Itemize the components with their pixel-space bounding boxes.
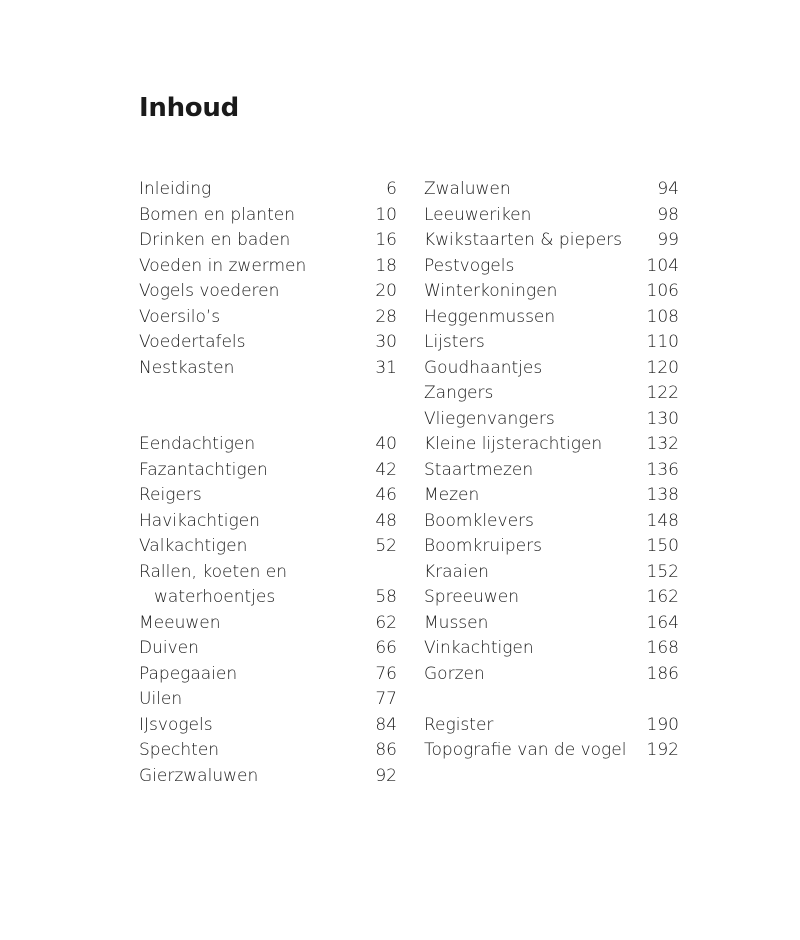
toc-entry-label: Heggenmussen (424, 306, 556, 327)
toc-entry-page-number: 110 (646, 332, 679, 352)
toc-entry-label: Inleiding (139, 179, 212, 199)
toc-entry (424, 177, 679, 203)
toc-entry-label: Topografie van de vogel (424, 740, 627, 760)
toc-entry (139, 432, 397, 458)
toc-entry (139, 738, 397, 764)
toc-entry-label: Boomkruipers (424, 536, 542, 556)
toc-entry (424, 534, 679, 560)
toc-left-column (139, 177, 397, 789)
toc-entry-page-number: 48 (375, 510, 397, 531)
toc-entry-label: Nestkasten (139, 357, 235, 378)
toc-entry-label: Zwaluwen (424, 179, 511, 199)
toc-entry-page-number: 66 (375, 638, 397, 658)
toc-entry-label: Eendachtigen (139, 434, 256, 454)
toc-entry-page-number: 28 (375, 306, 397, 327)
toc-entry-page-number: 58 (375, 587, 397, 607)
toc-entry (139, 611, 397, 637)
toc-entry (139, 330, 397, 356)
toc-entry-page-number: 148 (646, 510, 679, 531)
toc-entry (424, 458, 679, 484)
toc-entry (424, 738, 679, 764)
toc-spacer (139, 407, 397, 433)
toc-entry-page-number: 106 (646, 281, 679, 301)
toc-entry-page-number: 92 (375, 765, 397, 786)
toc-entry-page-number: 138 (646, 485, 679, 505)
toc-entry (424, 356, 679, 382)
toc-entry-label: Duiven (139, 638, 199, 658)
toc-entry-page-number: 186 (646, 663, 679, 684)
toc-entry (424, 585, 679, 611)
toc-entry (139, 585, 397, 611)
toc-spacer (139, 381, 397, 407)
toc-entry (424, 483, 679, 509)
toc-entry-label: Gorzen (424, 663, 485, 684)
toc-entry-page-number: 190 (646, 714, 679, 735)
toc-entry-label: Vogels voederen (139, 281, 280, 301)
toc-entry-label: Boomklevers (424, 510, 534, 531)
toc-entry-page-number: 84 (375, 714, 397, 735)
toc-entry-page-number: 77 (375, 689, 397, 709)
toc-entry (424, 305, 679, 331)
toc-entry-label: Goudhaantjes (424, 357, 543, 378)
toc-entry-page-number: 162 (646, 587, 679, 607)
toc-entry-label: Spechten (139, 740, 220, 760)
toc-entry-page-number: 46 (375, 485, 397, 505)
toc-entry-label: Havikachtigen (139, 510, 260, 531)
toc-entry-page-number: 16 (375, 230, 397, 250)
toc-entry-label: Pestvogels (424, 255, 515, 276)
toc-entry-label: Valkachtigen (139, 536, 248, 556)
toc-entry (139, 713, 397, 739)
toc-entry (139, 509, 397, 535)
toc-entry (139, 254, 397, 280)
toc-entry-label: Staartmezen (424, 459, 534, 480)
toc-entry-label: Voedertafels (139, 332, 246, 352)
toc-entry (139, 483, 397, 509)
toc-entry (139, 356, 397, 382)
toc-entry-label: Rallen, koeten en (139, 561, 287, 582)
toc-entry-page-number: 132 (646, 434, 679, 454)
toc-entry-label: Kraaien (424, 561, 489, 582)
toc-entry-label: Voeden in zwermen (139, 255, 307, 276)
toc-entry (139, 458, 397, 484)
toc-entry-label: Kwikstaarten & piepers (424, 230, 622, 250)
toc-entry-page-number: 192 (646, 740, 679, 760)
toc-entry-page-number: 10 (375, 204, 397, 225)
toc-entry (139, 560, 397, 586)
toc-entry-label: Mussen (424, 612, 489, 633)
toc-entry (424, 713, 679, 739)
toc-entry (139, 534, 397, 560)
toc-entry-page-number: 62 (375, 612, 397, 633)
toc-entry-page-number: 168 (646, 638, 679, 658)
toc-entry-page-number: 31 (375, 357, 397, 378)
toc-entry-label: IJsvogels (139, 714, 213, 735)
toc-entry (424, 636, 679, 662)
toc-entry-label: Vinkachtigen (424, 638, 534, 658)
toc-entry-label: Leeuweriken (424, 204, 532, 225)
toc-entry (424, 407, 679, 433)
toc-entry-label: Zangers (424, 383, 494, 403)
toc-entry (139, 177, 397, 203)
toc-entry-label: Papegaaien (139, 663, 238, 684)
toc-entry (424, 381, 679, 407)
toc-entry-page-number: 130 (646, 408, 679, 429)
toc-entry-page-number: 18 (375, 255, 397, 276)
toc-entry-label: Fazantachtigen (139, 459, 268, 480)
toc-entry-label: Gierzwaluwen (139, 765, 259, 786)
toc-entry-page-number: 86 (375, 740, 397, 760)
toc-entry (139, 228, 397, 254)
toc-entry-label: Meeuwen (139, 612, 221, 633)
toc-entry-label: Winterkoningen (424, 281, 558, 301)
toc-entry (424, 203, 679, 229)
toc-entry (424, 509, 679, 535)
toc-entry-page-number: 98 (657, 204, 679, 225)
toc-entry-page-number: 152 (646, 561, 679, 582)
toc-entry-page-number: 150 (646, 536, 679, 556)
toc-entry (424, 662, 679, 688)
toc-entry-label: Drinken en baden (139, 230, 291, 250)
toc-entry (139, 687, 397, 713)
toc-entry-page-number: 52 (375, 536, 397, 556)
toc-entry-page-number: 94 (657, 179, 679, 199)
toc-entry-page-number: 76 (375, 663, 397, 684)
toc-right-column (424, 177, 679, 764)
toc-entry-label: waterhoentjes (154, 587, 276, 607)
toc-entry (139, 305, 397, 331)
toc-entry-page-number: 122 (646, 383, 679, 403)
toc-entry (424, 228, 679, 254)
toc-entry-page-number: 136 (646, 459, 679, 480)
toc-entry-page-number: 164 (646, 612, 679, 633)
toc-entry-label: Voersilo’s (139, 306, 221, 327)
toc-entry-label: Vliegenvangers (424, 408, 555, 429)
toc-entry (424, 611, 679, 637)
toc-entry-page-number: 20 (375, 281, 397, 301)
toc-entry (424, 432, 679, 458)
toc-entry (424, 279, 679, 305)
toc-entry-label: Lijsters (424, 332, 485, 352)
toc-entry-page-number: 40 (375, 434, 397, 454)
toc-entry (139, 279, 397, 305)
toc-entry (424, 560, 679, 586)
toc-entry-label: Kleine lijsterachtigen (424, 434, 603, 454)
toc-entry (139, 662, 397, 688)
toc-entry (424, 330, 679, 356)
toc-spacer (424, 687, 679, 713)
toc-entry-page-number: 99 (657, 230, 679, 250)
toc-entry (424, 254, 679, 280)
toc-entry-page-number: 108 (646, 306, 679, 327)
toc-entry (139, 203, 397, 229)
page-title: Inhoud (139, 93, 239, 123)
toc-entry-label: Spreeuwen (424, 587, 520, 607)
toc-entry-page-number: 120 (646, 357, 679, 378)
toc-entry-label: Uilen (139, 689, 183, 709)
toc-entry (139, 636, 397, 662)
toc-entry-label: Register (424, 714, 494, 735)
toc-entry-page-number: 6 (386, 179, 397, 199)
toc-entry-label: Reigers (139, 485, 202, 505)
toc-entry-page-number: 42 (375, 459, 397, 480)
toc-entry-page-number: 30 (375, 332, 397, 352)
toc-entry-page-number: 104 (646, 255, 679, 276)
toc-entry (139, 764, 397, 790)
toc-entry-label: Bomen en planten (139, 204, 295, 225)
toc-entry-label: Mezen (424, 485, 480, 505)
